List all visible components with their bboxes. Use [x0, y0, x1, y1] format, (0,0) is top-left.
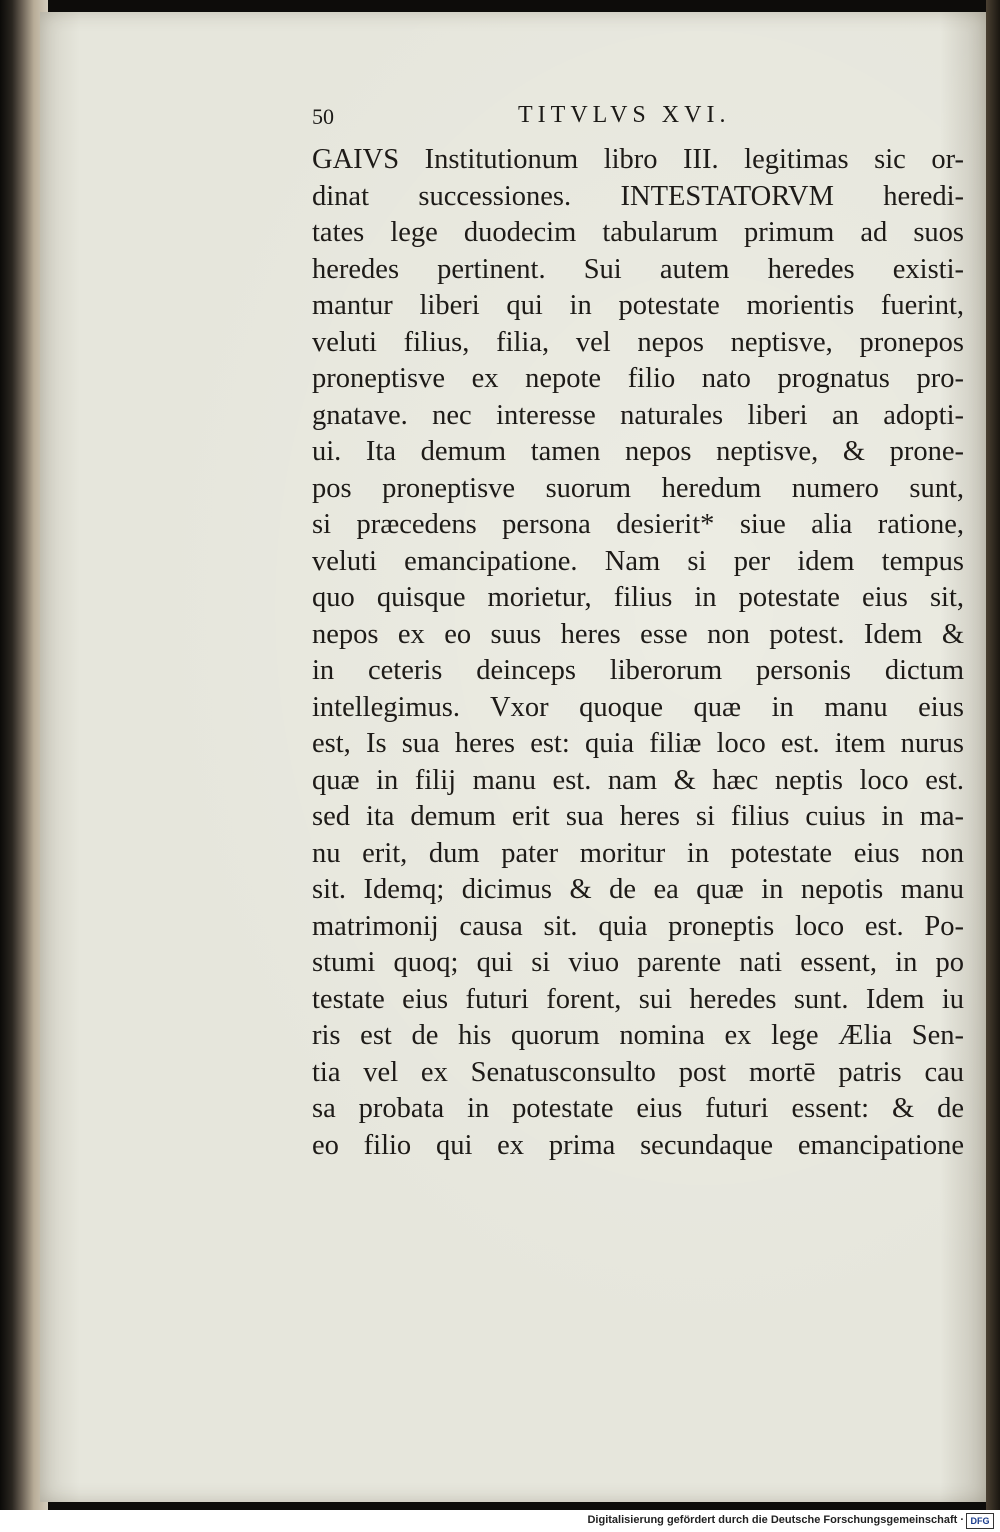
running-head: TITVLVS XVI. — [518, 102, 731, 128]
text-line — [312, 763, 964, 800]
body-text — [312, 142, 964, 1164]
page-header — [312, 102, 962, 134]
text-line — [312, 361, 964, 398]
dfg-logo: DFG — [966, 1513, 994, 1529]
text-line-content: matrimonij causa sit. quia proneptis loco est. Po- — [312, 910, 964, 942]
text-line-content: stumi quoq; qui si viuo parente nati essent, in po — [312, 947, 964, 978]
text-line — [312, 179, 964, 216]
text-line-content: proneptisve ex nepote filio nato prognatus pro- — [312, 363, 964, 394]
text-line — [312, 1091, 964, 1128]
text-line — [312, 1018, 964, 1055]
text-line — [312, 252, 964, 289]
text-line — [312, 653, 964, 690]
text-line-content: quo quisque morietur, filius in potestate eius sit, — [312, 582, 964, 613]
text-line-content: veluti filius, filia, vel nepos neptisve, pronepos — [312, 326, 964, 358]
text-line-content: sa probata in potestate eius futuri essent: & de — [312, 1093, 964, 1124]
text-line — [312, 726, 964, 763]
text-line-content: sed ita demum erit sua heres si filius cuius in ma- — [312, 801, 964, 832]
text-line — [312, 1128, 964, 1165]
text-line — [312, 580, 964, 617]
text-line-content: testate eius futuri forent, sui heredes sunt. Idem iu — [312, 983, 964, 1015]
text-line-content: mantur liberi qui in potestate morientis fuerint, — [312, 290, 964, 321]
text-line-content: intellegimus. Vxor quoque quæ in manu eius — [312, 691, 964, 723]
text-line — [312, 909, 964, 946]
text-line — [312, 982, 964, 1019]
text-line — [312, 945, 964, 982]
text-line-content: est, Is sua heres est: quia filiæ loco est. item nurus — [312, 728, 964, 759]
text-line-content: in ceteris deinceps liberorum personis dictum — [312, 655, 964, 686]
text-line-content: nepos ex eo suus heres esse non potest. Idem & — [312, 618, 964, 650]
text-line-content: quæ in filij manu est. nam & hæc neptis loco est. — [312, 764, 964, 796]
text-line — [312, 1055, 964, 1092]
text-line-content: ris est de his quorum nomina ex lege Ælia Sen- — [312, 1020, 964, 1051]
text-line-content: tates lege duodecim tabularum primum ad suos — [312, 217, 964, 248]
text-line — [312, 398, 964, 435]
text-line-content: tia vel ex Senatusconsulto post mortē patris cau — [312, 1056, 964, 1088]
text-line-content: sit. Idemq; dicimus & de ea quæ in nepotis manu — [312, 874, 964, 905]
text-line-content: veluti emancipatione. Nam si per idem tempus — [312, 545, 964, 577]
text-line — [312, 215, 964, 252]
text-line-content: GAIVS Institutionum libro III. legitimas sic or- — [312, 144, 964, 175]
text-line-content: gnatave. nec interesse naturales liberi an adopti- — [312, 399, 964, 431]
text-line — [312, 544, 964, 581]
page-edge — [986, 0, 1000, 1510]
text-line — [312, 325, 964, 362]
text-line-content: pos proneptisve suorum heredum numero sunt, — [312, 472, 964, 504]
text-line-content: heredes pertinent. Sui autem heredes existi- — [312, 253, 964, 285]
text-line-content: si præcedens persona desierit* siue alia ratione, — [312, 509, 964, 540]
text-line-content: eo filio qui ex prima secundaque emancipatione — [312, 1129, 964, 1161]
text-line — [312, 836, 964, 873]
text-line — [312, 507, 964, 544]
text-line — [312, 617, 964, 654]
text-line — [312, 872, 964, 909]
text-line — [312, 690, 964, 727]
text-line-content: ui. Ita demum tamen nepos neptisve, & prone- — [312, 436, 964, 467]
text-line — [312, 799, 964, 836]
text-line — [312, 288, 964, 325]
text-line-content: dinat successiones. INTESTATORVM heredi- — [312, 180, 964, 212]
text-line-content: nu erit, dum pater moritur in potestate eius non — [312, 837, 964, 869]
text-line — [312, 142, 964, 179]
text-line — [312, 434, 964, 471]
text-line — [312, 471, 964, 508]
digitization-credit: Digitalisierung gefördert durch die Deutsche Forschungsgemeinschaft · — [587, 1514, 964, 1526]
page-number: 50 — [312, 104, 334, 129]
